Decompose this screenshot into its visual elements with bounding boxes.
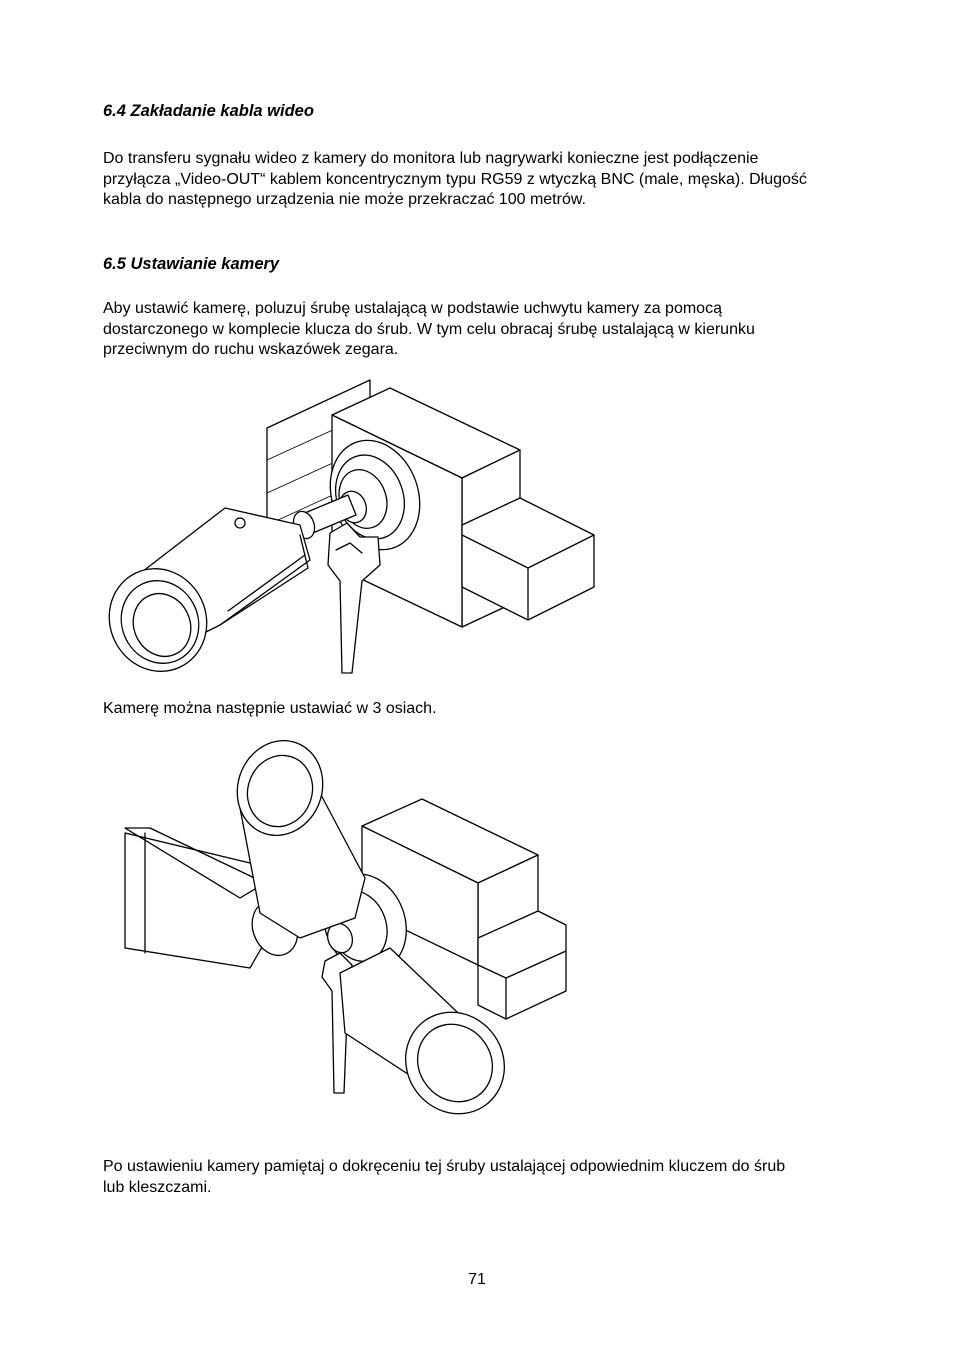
- figure-1-caption: Kamerę można następnie ustawiać w 3 osiach.: [103, 700, 437, 717]
- closing-paragraph: [103, 1157, 893, 1198]
- figure-three-axis-adjustment: [100, 733, 580, 1123]
- section-6-4-paragraph: [103, 149, 893, 211]
- paragraph-line: dostarczonego w komplecie klucza do śrub. W tym celu obracaj śrubę ustalającą w kierunku: [103, 320, 755, 338]
- paragraph-line: przeciwnym do ruchu wskazówek zegara.: [103, 341, 399, 358]
- paragraph-line: lub kleszczami.: [103, 1178, 212, 1196]
- paragraph-line: przyłącza „Video-OUT“ kablem koncentrycznym typu RG59 z wtyczką BNC (male, męska). Długość: [103, 170, 807, 188]
- page-number: 71: [468, 1271, 486, 1288]
- paragraph-line: kabla do następnego urządzenia nie może przekraczać 100 metrów.: [103, 191, 586, 208]
- paragraph-line: Po ustawieniu kamery pamiętaj o dokręceniu tej śruby ustalającej odpowiednim kluczem do śrub: [103, 1158, 786, 1175]
- figure-wrench-loosening-screw: [100, 375, 600, 685]
- section-6-4-heading: 6.4 Zakładanie kabla wideo: [103, 102, 314, 120]
- paragraph-line: Aby ustawić kamerę, poluzuj śrubę ustalającą w podstawie uchwytu kamery za pomocą: [103, 300, 722, 317]
- section-6-5-heading: 6.5 Ustawianie kamery: [103, 255, 280, 273]
- section-6-5-paragraph: [103, 299, 893, 361]
- paragraph-line: Do transferu sygnału wideo z kamery do monitora lub nagrywarki konieczne jest podłączenie: [103, 150, 759, 167]
